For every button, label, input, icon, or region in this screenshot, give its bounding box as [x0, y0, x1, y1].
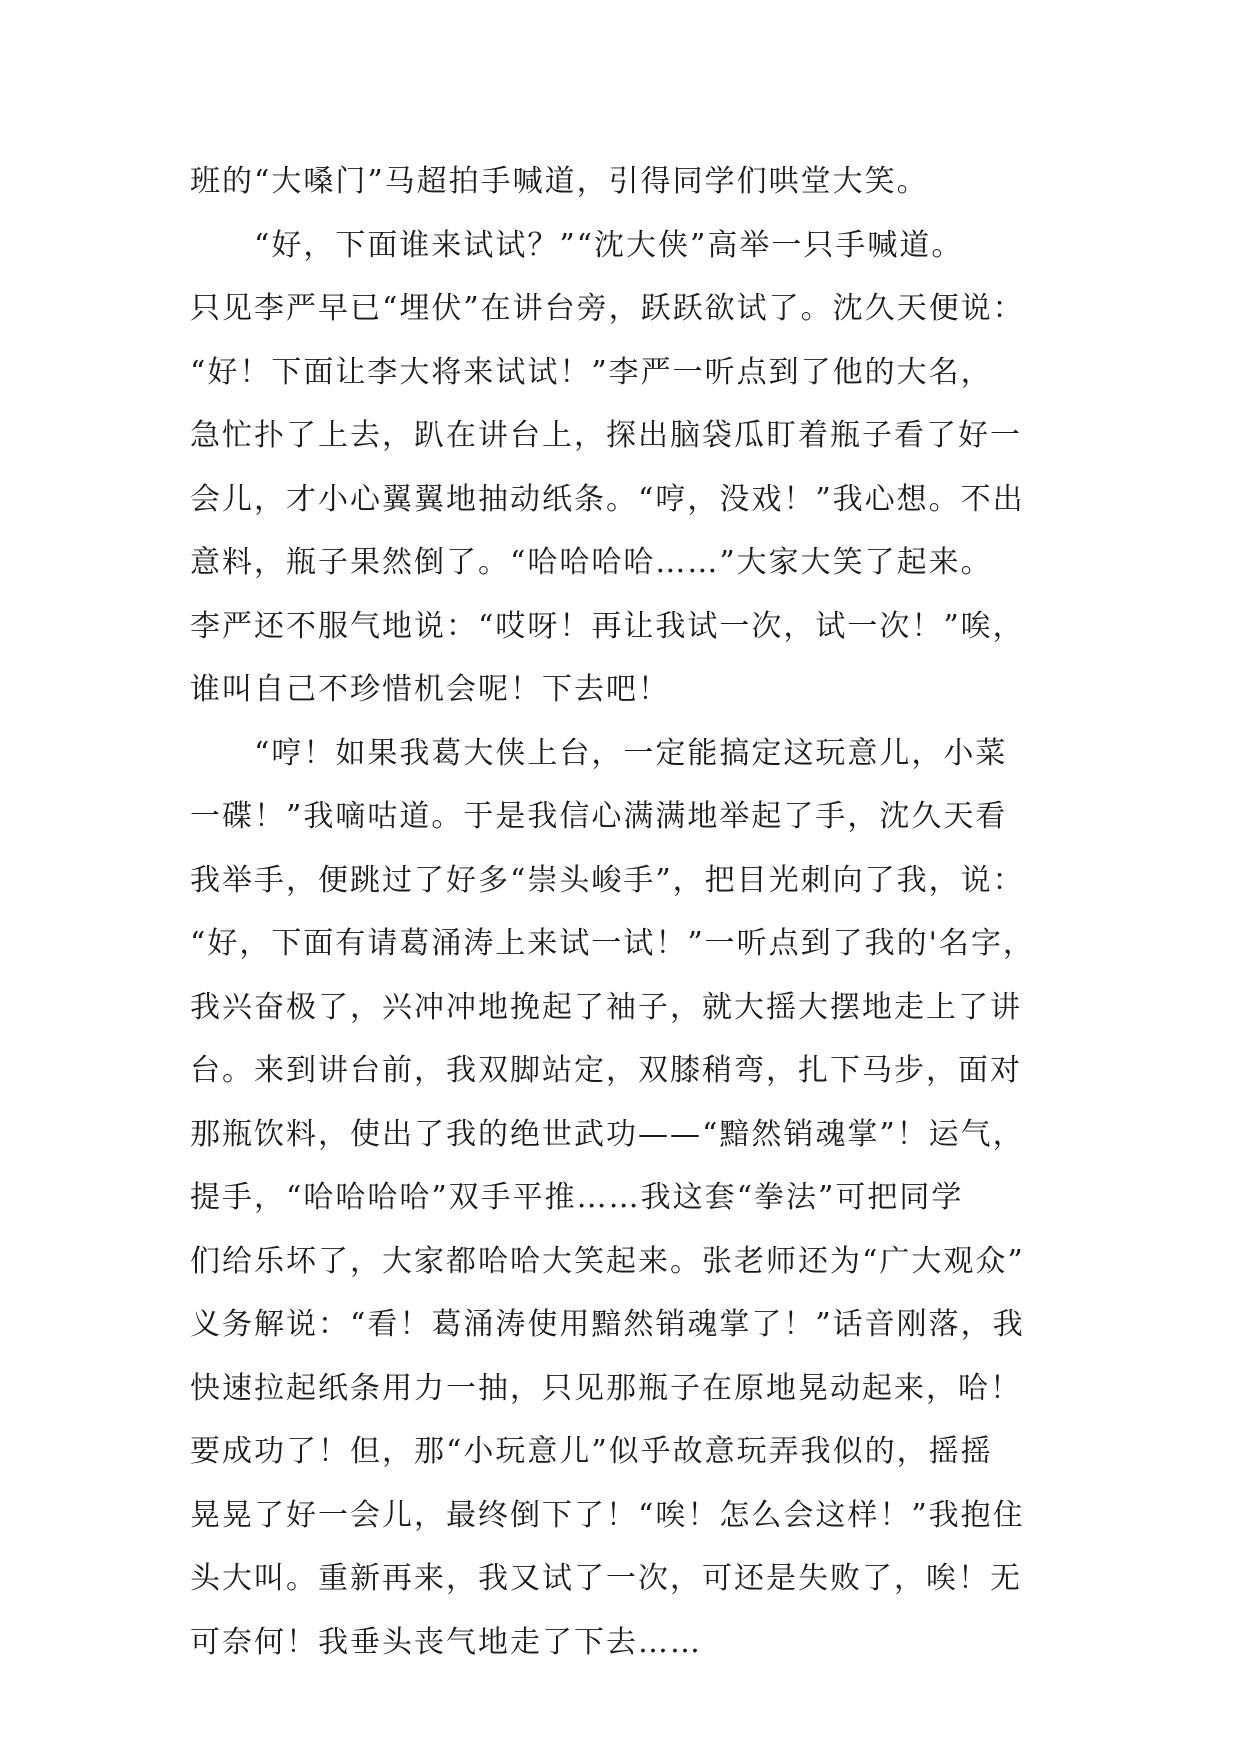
- text-line: 只见李严早已“埋伏”在讲台旁，跃跃欲试了。沈久天便说：: [190, 291, 1025, 326]
- text-line: 们给乐坏了，大家都哈哈大笑起来。张老师还为“广大观众”: [190, 1243, 1025, 1279]
- text-line: “好，下面有请葛涌涛上来试一试！”一听点到了我的'名字，: [190, 926, 1035, 961]
- text-line: “好！下面让李大将来试试！”李严一听点到了他的大名，: [190, 354, 993, 390]
- body-text: [190, 150, 1080, 1674]
- text-line: 快速拉起纸条用力一抽，只见那瓶子在原地晃动起来，哈！: [190, 1370, 1022, 1406]
- text-line: “哼！如果我葛大侠上台，一定能搞定这玩意儿，小菜: [190, 735, 1008, 771]
- text-line: 李严还不服气地说：“哎呀！再让我试一次，试一次！”唉，: [190, 608, 1025, 644]
- text-line: 班的“大嗓门”马超拍手喊道，引得同学们哄堂大笑。: [190, 164, 929, 199]
- text-line: 会儿，才小心翼翼地抽动纸条。“哼，没戏！”我心想。不出: [190, 481, 1025, 517]
- text-line: 一碟！”我嘀咕道。于是我信心满满地举起了手，沈久天看: [190, 799, 1008, 834]
- text-line: 急忙扑了上去，趴在讲台上，探出脑袋瓜盯着瓶子看了好一: [190, 418, 1022, 453]
- text-line: 晃晃了好一会儿，最终倒下了！“唉！怎么会这样！”我抱住: [190, 1497, 1025, 1533]
- text-line: 我兴奋极了，兴冲冲地挽起了袖子，就大摇大摆地走上了讲: [190, 989, 1022, 1025]
- text-line: 台。来到讲台前，我双脚站定，双膝稍弯，扎下马步，面对: [190, 1053, 1022, 1088]
- text-line: 提手，“哈哈哈哈”双手平推……我这套“拳法”可把同学: [190, 1180, 964, 1215]
- text-line: 头大叫。重新再来，我又试了一次，可还是失败了，唉！无: [190, 1561, 1022, 1596]
- text-line: 谁叫自己不珍惜机会呢！下去吧！: [190, 672, 670, 707]
- text-line: 可奈何！我垂头丧气地走了下去……: [190, 1624, 702, 1660]
- text-line: “好，下面谁来试试？”“沈大侠”高举一只手喊道。: [190, 227, 964, 263]
- text-line: 我举手，便跳过了好多“崇头峻手”，把目光刺向了我，说：: [190, 862, 1025, 898]
- text-line: 要成功了！但，那“小玩意儿”似乎故意玩弄我似的，摇摇: [190, 1434, 993, 1469]
- text-line: 那瓶饮料，使出了我的绝世武功——“黯然销魂掌”！运气，: [190, 1116, 1025, 1152]
- text-line: 义务解说：“看！葛涌涛使用黯然销魂掌了！”话音刚落，我: [190, 1307, 1025, 1342]
- text-line: 意料，瓶子果然倒了。“哈哈哈哈……”大家大笑了起来。: [190, 545, 993, 580]
